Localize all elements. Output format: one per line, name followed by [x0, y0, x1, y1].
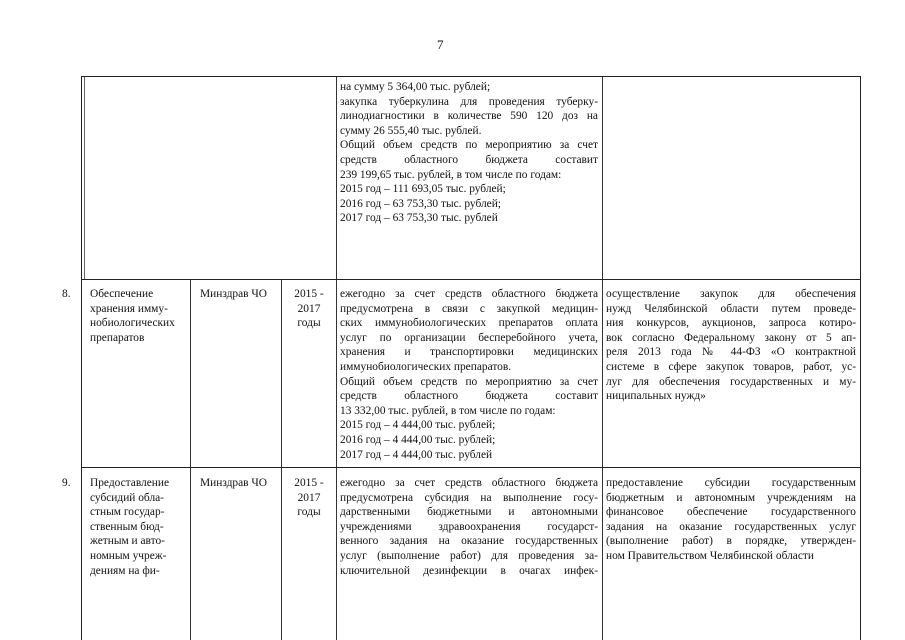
period: 2015 - 2017 годы	[294, 477, 324, 519]
table-border-right	[860, 76, 861, 640]
row-divider	[81, 467, 861, 468]
column-divider	[281, 280, 282, 640]
column-divider	[190, 280, 191, 640]
event-content: ежегодно за счет средств областного бюджета предусмотрена субсидия на выполнение госу- дарственными бюджетными и автономными учреждениями здравоохранения государст- венного задания на оказание государственных услуг (выполнение работ) для проведения за- ключительной дезинфекции в очагах инфек-	[340, 477, 598, 577]
continuation-text: на сумму 5 364,00 тыс. рублей; закупка туберкулина для проведения туберку- линодиагностики в количестве 590 120 доз на сумму 26 555,40 тыс. рублей. Общий объем средств по мероприятию за счет средств областного бюджета составит 239 199,65 тыс. рублей, в том числе по годам: 2015 год – 111 693,05 тыс. рублей; 2016 год – 63 753,30 тыс. рублей; 2017 год – 63 753,30 тыс. рублей	[340, 81, 598, 225]
event-name: Предоставление субсидий обла- стным государ- ственным бюд- жетным и авто- номным учреж- дениям на фи-	[90, 477, 170, 577]
column-divider	[602, 76, 603, 640]
column-divider	[336, 76, 337, 640]
executor: Минздрав ЧО	[200, 288, 268, 300]
implementation-mechanism: осуществление закупок для обеспечения нужд Челябинской области путем проведе- ния конкурсов, аукционов, запроса котиро- вок согласно Федеральному закону от 5 ап- реля 2013 года № 44-ФЗ «О контрактной системе в сфере закупок товаров, работ, ус- луг для обеспечения государственных и му- ниципальных нужд»	[606, 288, 856, 403]
row-number: 9.	[62, 477, 71, 489]
table-top-border	[81, 76, 861, 77]
implementation-mechanism: предоставление субсидии государственным бюджетным и автономным учреждениям на финансовое обеспечение государственного задания на оказание государственных услуг (выполнение работ) в порядке, утвержден- ном Правительством Челябинской области	[606, 477, 856, 562]
event-name: Обеспечение хранения имму- нобиологических препаратов	[90, 288, 175, 344]
row-number: 8.	[62, 288, 71, 300]
table-border-left	[81, 76, 82, 640]
executor: Минздрав ЧО	[200, 477, 268, 489]
period: 2015 - 2017 годы	[294, 288, 324, 330]
column-divider-faint	[84, 76, 85, 280]
row-divider	[81, 279, 861, 280]
event-content: ежегодно за счет средств областного бюджета предусмотрена в связи с закупкой медицин- ских иммунобиологических препаратов оплата услуг по организации бесперебойного учета, хранения и транспортировки медицинских иммунобиологических препаратов. Общий объем средств по мероприятию за счет средств областного бюджета составит 13 332,00 тыс. рублей, в том числе по годам: 2015 год – 4 444,00 тыс. рублей; 2016 год – 4 444,00 тыс. рублей; 2017 год – 4 444,00 тыс. рублей	[340, 288, 598, 461]
page-number: 7	[437, 37, 444, 52]
